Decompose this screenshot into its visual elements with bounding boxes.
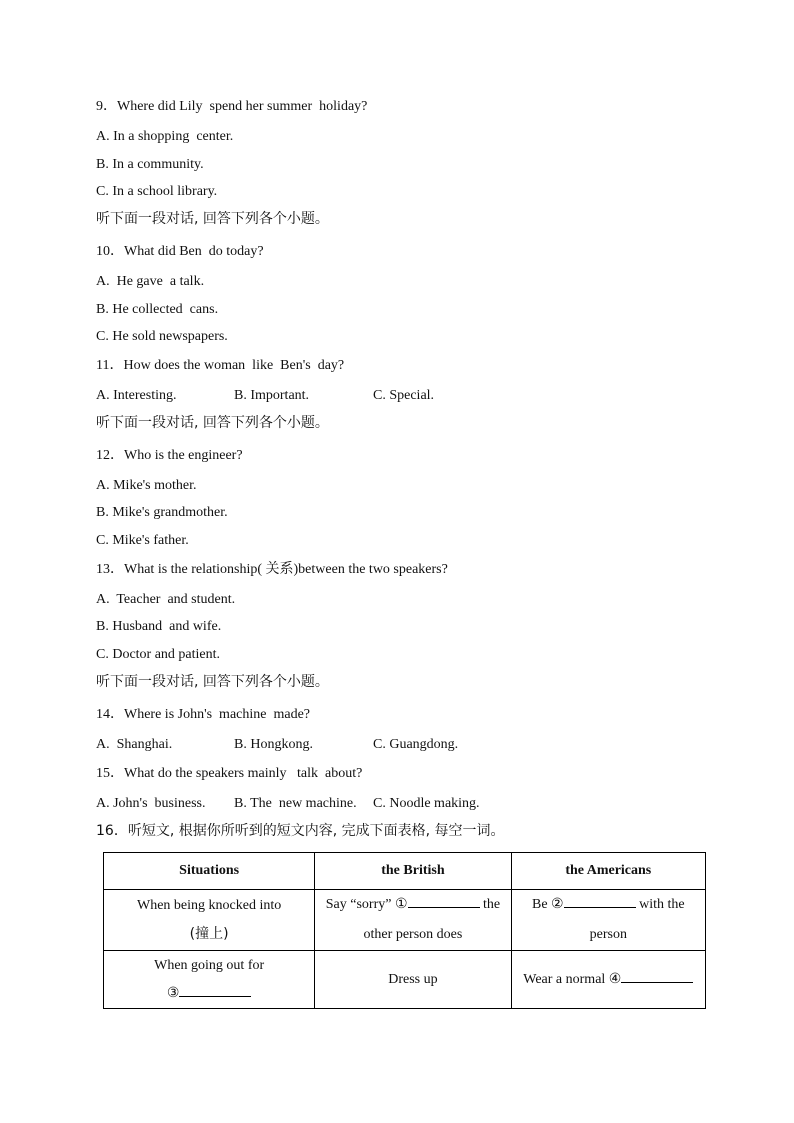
situation-1-line-1: When being knocked into [137,898,282,913]
header-americans: the Americans [511,853,705,890]
option-11c: C. Special. [373,388,435,403]
cell-situation-1 [104,890,315,951]
cell-situation-2 [104,951,315,1009]
option-13c: C. Doctor and patient. [96,647,221,662]
table-row [104,951,706,1009]
question-10: 10．What did Ben do today? [96,244,264,259]
blank-4[interactable] [621,968,693,983]
blank-2[interactable] [564,893,636,908]
american-1-text-a: Be ② [532,897,564,912]
option-10b: B. He collected cans. [96,302,219,317]
option-12a: A. Mike's mother. [96,478,197,493]
british-1-line-1 [319,890,506,920]
option-13b: B. Husband and wife. [96,619,222,634]
option-12c: C. Mike's father. [96,533,189,548]
situation-2-marker: ③ [166,985,180,1001]
situation-2-line-1: When going out for [154,957,265,973]
question-15: 15．What do the speakers mainly talk about? [96,766,363,781]
listening-instruction: 听下面一段对话, 回答下列各个小题。 [96,415,329,431]
cell-american-1 [511,890,705,951]
british-1-text-a: Say “sorry” ① [325,897,408,912]
option-11b: B. Important. [234,388,310,403]
question-11: 11．How does the woman like Ben's day? [96,358,345,373]
situation-1-line-2: (撞上) [189,926,229,942]
british-1-line-2: other person does [363,927,463,942]
situation-2-line-2 [108,980,310,1008]
american-2-text: Wear a normal ④ [523,971,622,987]
option-14b: B. Hongkong. [234,737,313,752]
option-10a: A. He gave a talk. [96,274,205,289]
option-9b: B. In a community. [96,157,204,172]
american-1-line-2: person [589,927,627,942]
option-13a: A. Teacher and student. [96,592,236,607]
question-9: 9．Where did Lily spend her summer holiday? [96,99,368,114]
question-12: 12．Who is the engineer? [96,448,243,463]
question-13: 13．What is the relationship( 关系)between the two speakers? [96,562,448,577]
question-14: 14．Where is John's machine made? [96,707,311,722]
table-header-row [104,853,706,890]
header-british: the British [315,853,511,890]
option-11a: A. Interesting. [96,388,177,403]
british-1-text-b: the [479,897,501,912]
header-situations: Situations [104,853,315,890]
cell-british-2: Dress up [315,951,511,1009]
blank-1[interactable] [408,893,480,908]
american-1-text-b: with the [635,897,685,912]
listening-instruction: 听下面一段对话, 回答下列各个小题。 [96,211,329,227]
american-1-line-1 [516,890,701,920]
option-15b: B. The new machine. [234,796,357,811]
cell-british-1 [315,890,511,951]
answer-table [103,852,706,1009]
listening-instruction: 听下面一段对话, 回答下列各个小题。 [96,674,329,690]
option-14c: C. Guangdong. [373,737,459,752]
option-15c: C. Noodle making. [373,796,480,811]
option-10c: C. He sold newspapers. [96,329,228,344]
question-16-instruction: 16．听短文, 根据你所听到的短文内容, 完成下面表格, 每空一词。 [96,823,505,839]
cell-american-2 [511,951,705,1009]
table-row [104,890,706,951]
blank-3[interactable] [179,982,251,997]
option-14a: A. Shanghai. [96,737,173,752]
option-9c: C. In a school library. [96,184,218,199]
option-9a: A. In a shopping center. [96,129,234,144]
option-12b: B. Mike's grandmother. [96,505,228,520]
option-15a: A. John's business. [96,796,206,811]
